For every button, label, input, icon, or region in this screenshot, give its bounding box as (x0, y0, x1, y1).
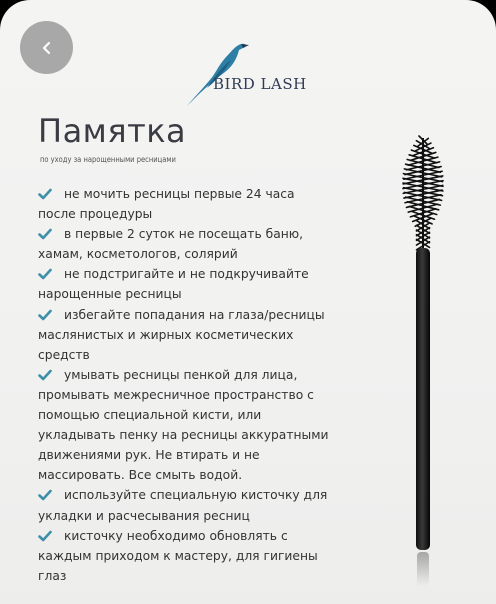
list-item-text: кисточку необходимо обновлять с каждым приходом к мастеру, для гигиены глаз (38, 528, 318, 583)
care-instructions-list (38, 184, 330, 586)
list-item-text: не подстригайте и не подкручивайте нарощенные ресницы (38, 267, 309, 302)
list-item (38, 526, 330, 586)
list-item (38, 485, 330, 525)
list-item (38, 264, 330, 304)
list-item (38, 184, 330, 224)
list-item-text: используйте специальную кисточку для укладки и расчесывания ресниц (38, 488, 328, 523)
page-title: Памятка (38, 112, 187, 150)
list-item-text: в первые 2 суток не посещать баню, хамам, косметологов, солярий (38, 227, 304, 262)
bird-logo-icon (185, 40, 325, 108)
back-button[interactable] (20, 21, 73, 74)
page-subtitle: по уходу за нарощенными ресницами (40, 155, 176, 164)
check-icon (38, 489, 52, 501)
brand-name: BIRD LASH (213, 75, 307, 93)
check-icon (38, 309, 52, 321)
chevron-left-icon (40, 41, 54, 55)
check-icon (38, 530, 52, 542)
list-item (38, 224, 330, 264)
list-item-text: умывать ресницы пенкой для лица, промывать межресничное пространство с помощью специальной кисти, или укладывать пенку на ресницы аккуратными движениями рук. Не втирать и не массировать. Все смыть водой. (38, 367, 329, 483)
list-item (38, 305, 330, 365)
list-item-text: избегайте попадания на глаза/ресницы маслянистых и жирных косметических средств (38, 307, 325, 362)
list-item (38, 365, 330, 486)
check-icon (38, 369, 52, 381)
mascara-brush-icon (392, 130, 452, 590)
check-icon (38, 188, 52, 200)
list-item-text: не мочить ресницы первые 24 часа после процедуры (38, 187, 295, 222)
check-icon (38, 268, 52, 280)
check-icon (38, 228, 52, 240)
